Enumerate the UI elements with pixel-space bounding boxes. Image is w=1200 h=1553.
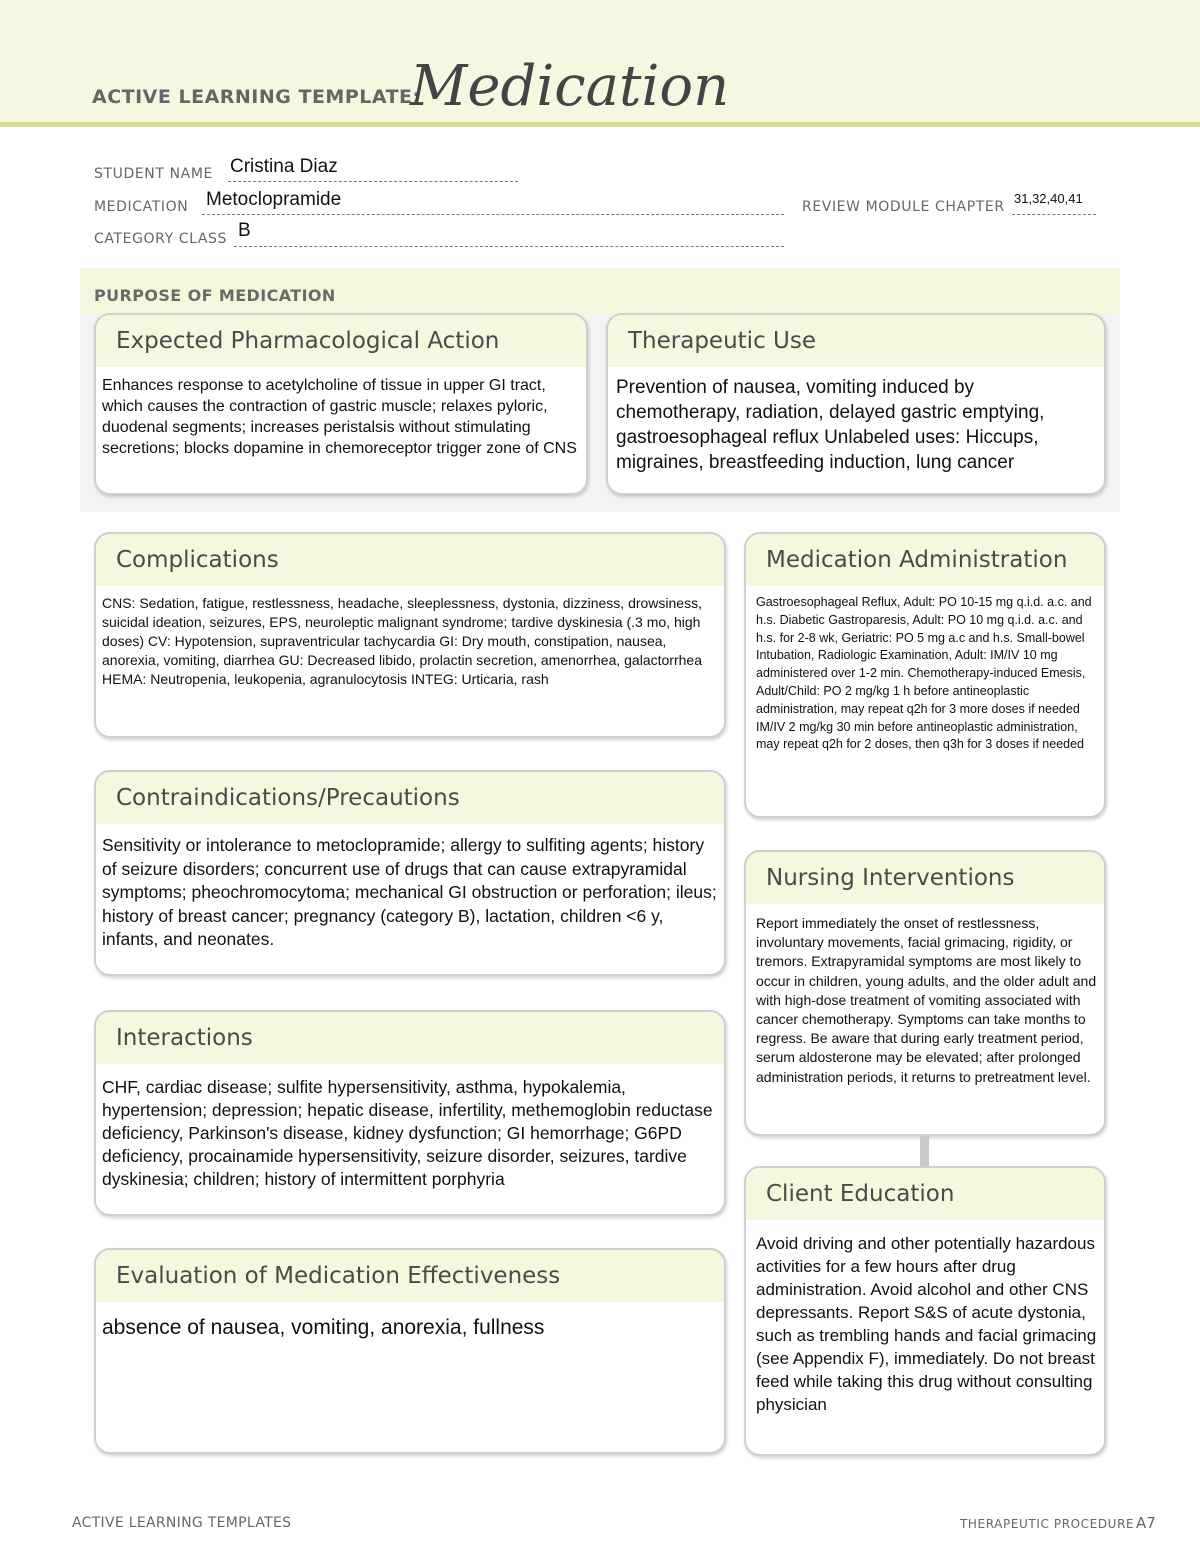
therapeutic-use-title: Therapeutic Use (608, 315, 1104, 367)
medication-administration-title: Medication Administration (746, 534, 1104, 586)
category-class-field[interactable]: B (238, 220, 251, 241)
template-title: Medication (410, 54, 730, 119)
interactions-title: Interactions (96, 1012, 724, 1064)
student-name-line (228, 181, 518, 182)
category-class-label: CATEGORY CLASS (94, 231, 228, 247)
contraindications-title: Contraindications/Precautions (96, 772, 724, 824)
purpose-label: PURPOSE OF MEDICATION (94, 286, 336, 305)
client-education-box (744, 1166, 1106, 1456)
medication-field[interactable]: Metoclopramide (206, 189, 342, 210)
nursing-interventions-text[interactable]: Report immediately the onset of restlessness, involuntary movements, facial grimacing, rigidity, or tremors. Extrapyramidal symptoms are most likely to occur in children, young adults, and the older adult and with high-dose treatment of vomiting associated with cancer chemotherapy. Symptoms can take months to regress. Be aware that during early treatment period, serum aldosterone may be elevated; after prolonged administration periods, it returns to pretreatment level. (756, 915, 1097, 1085)
student-name-field[interactable]: Cristina Diaz (230, 156, 338, 177)
therapeutic-use-text[interactable]: Prevention of nausea, vomiting induced by chemotherapy, radiation, delayed gastric emptying, gastroesophageal reflux Unlabeled uses: Hiccups, migraines, breastfeeding induction, lung cancer (616, 377, 1045, 473)
category-class-line (234, 246, 784, 247)
nursing-interventions-title: Nursing Interventions (746, 852, 1104, 904)
footer-right: THERAPEUTIC PROCEDURE (960, 1517, 1135, 1531)
expected-action-box (94, 313, 588, 495)
client-education-title: Client Education (746, 1168, 1104, 1220)
connector-bar (920, 1136, 929, 1166)
interactions-box (94, 1010, 726, 1216)
footer-left: ACTIVE LEARNING TEMPLATES (72, 1515, 292, 1531)
complications-text[interactable]: CNS: Sedation, fatigue, restlessness, headache, sleeplessness, dystonia, dizziness, drowsiness, suicidal ideation, seizures, EPS, neuroleptic malignant syndrome; tardive dyskinesia (.3 mo, high doses) CV: Hypotension, supraventricular tachycardia GI: Dry mouth, constipation, nausea, anorexia, vomiting, diarrhea GU: Decreased libido, prolactin secretion, amenorrhea, galactorrhea HEMA: Neutropenia, leukopenia, agranulocytosis INTEG: Urticaria, rash (102, 595, 702, 687)
nursing-interventions-box (744, 850, 1106, 1136)
review-module-field[interactable]: 31,32,40,41 (1014, 191, 1083, 206)
medication-line (202, 214, 784, 215)
review-module-line (1012, 214, 1096, 215)
student-name-label: STUDENT NAME (94, 166, 213, 182)
medication-administration-text[interactable]: Gastroesophageal Reflux, Adult: PO 10-15 mg q.i.d. a.c. and h.s. Diabetic Gastroparesis, Adult: PO 10 mg q.i.d. a.c. and h.s. for 2-8 wk, Geriatric: PO 5 mg a.c and h.s. Small-bowel Intubation, Radiologic Examination, Adult: IM/IV 10 mg administered over 1-2 min. Chemotherapy-induced Emesis, Adult/Child: PO 2 mg/kg 1 h before antineoplastic administration, may repeat q2h for 3 more doses if needed IM/IV 2 mg/kg 30 min before antineoplastic administration, may repeat q2h for 2 doses, then q3h for 3 doses if needed (756, 595, 1092, 752)
evaluation-text[interactable]: absence of nausea, vomiting, anorexia, fullness (102, 1316, 545, 1339)
evaluation-box (94, 1248, 726, 1454)
interactions-text[interactable]: CHF, cardiac disease; sulfite hypersensitivity, asthma, hypokalemia, hypertension; depression; hepatic disease, infertility, methemoglobin reductase deficiency, Parkinson's disease, kidney dysfunction; GI hemorrhage; G6PD deficiency, procainamide hypersensitivity, seizure disorder, seizures, tardive dyskinesia; children; history of intermittent porphyria (102, 1077, 713, 1189)
template-label: ACTIVE LEARNING TEMPLATE: (92, 86, 421, 108)
contraindications-text[interactable]: Sensitivity or intolerance to metoclopramide; allergy to sulfiting agents; history of seizure disorders; concurrent use of drugs that can cause extrapyramidal symptoms; pheochromocytoma; mechanical GI obstruction or perforation; ileus; history of breast cancer; pregnancy (category B), lactation, children <6 y, infants, and neonates. (102, 835, 717, 949)
footer-page-number: A7 (1136, 1514, 1156, 1532)
medication-administration-box (744, 532, 1106, 818)
header-rule (0, 122, 1200, 127)
medication-label: MEDICATION (94, 199, 189, 215)
expected-action-text[interactable]: Enhances response to acetylcholine of tissue in upper GI tract, which causes the contraction of gastric muscle; relaxes pyloric, duodenal segments; increases peristalsis without stimulating secretions; blocks dopamine in chemoreceptor trigger zone of CNS (102, 377, 577, 457)
complications-title: Complications (96, 534, 724, 586)
contraindications-box (94, 770, 726, 976)
complications-box (94, 532, 726, 738)
review-module-label: REVIEW MODULE CHAPTER (802, 199, 1005, 215)
client-education-text[interactable]: Avoid driving and other potentially hazardous activities for a few hours after drug administration. Avoid alcohol and other CNS depressants. Report S&S of acute dystonia, such as trembling hands and facial grimacing (see Appendix F), immediately. Do not breast feed while taking this drug without consulting physician (756, 1234, 1097, 1414)
evaluation-title: Evaluation of Medication Effectiveness (96, 1250, 724, 1302)
expected-action-title: Expected Pharmacological Action (96, 315, 586, 367)
therapeutic-use-box (606, 313, 1106, 495)
